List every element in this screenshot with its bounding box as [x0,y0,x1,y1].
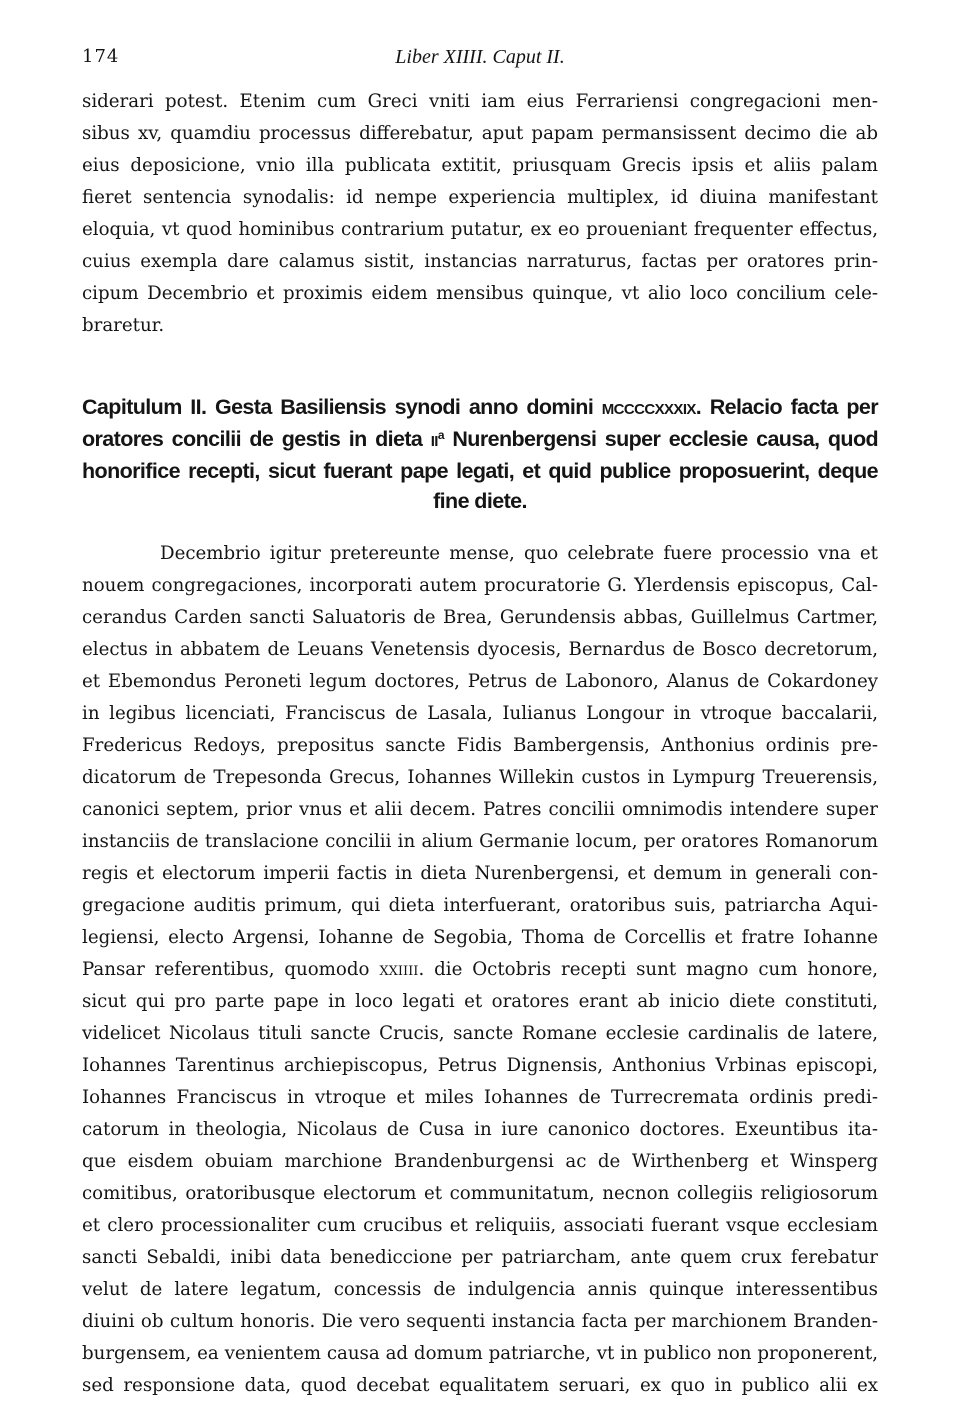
text-line: dicatorum de Trepesonda Grecus, Iohannes Willekin custos in Lympurg Treuerensis, [82,767,878,788]
text-line: legiensi, electo Argensi, Iohanne de Segobia, Thoma de Corcellis et fratre Iohanne [82,927,878,948]
running-header [82,46,878,76]
text-line: sancti Sebaldi, inibi data benediccione per patriarcham, ante quem crux ferebatur [82,1247,878,1268]
text-line: velut de latere legatum, concessis de indulgencia annis quinque interessentibus [82,1279,878,1300]
text-line: eloquia, vt quod hominibus contrarium putatur, ex eo proueniant frequenter effectus, [82,219,878,240]
text-line: electus in abbatem de Leuans Venetensis dyocesis, Bernardus de Bosco decretorum, [82,639,878,660]
text-line: sed responsione data, quod decebat equalitatem seruari, ex quo in publico alii ex [82,1375,878,1396]
text-line: instanciis de translacione concilii in alium Germanie locum, per oratores Romanorum [82,831,878,852]
chapter-heading-line: honorifice recepti, sicut fuerant pape legati, et quid publice proposuerint, deque [82,459,878,483]
text-line: regis et electorum imperii factis in dieta Nurenbergensi, et demum in generali con- [82,863,878,884]
date-numeral: xxiiii [379,959,419,980]
text-line: Fredericus Redoys, prepositus sancte Fidis Bambergensis, Anthonius ordinis pre- [82,735,878,756]
heading-number: ii [430,427,438,451]
text-line: comitibus, oratoribusque electorum et communitatum, necnon collegiis religiosorum [82,1183,878,1204]
chapter-heading-line [82,390,878,424]
text-line: siderari potest. Etenim cum Greci vniti iam eius Ferrariensi congregacioni men- [82,91,878,112]
text-line: Decembrio igitur pretereunte mense, quo celebrate fuere processio vna et [160,543,878,564]
text-line: videlicet Nicolaus tituli sancte Crucis, sancte Romane ecclesie cardinalis de latere, [82,1023,878,1044]
page-number: 174 [82,46,120,67]
heading-text: Capitulum II. Gesta Basiliensis synodi anno domini [82,395,602,419]
text-line: fieret sentencia synodalis: id nempe experiencia multiplex, id diuina manifestant [82,187,878,208]
text-line: cipum Decembrio et proximis eidem mensibus quinque, vt alio loco concilium cele- [82,283,878,304]
chapter-heading-line: fine diete. [433,489,527,513]
text-segment: . die Octobris recepti sunt magno cum honore, [418,959,878,980]
heading-text: Nurenbergensi super ecclesie causa, quod [443,427,879,451]
heading-superscript: a [437,428,444,442]
text-line: burgensem, ea venientem causa ad domum patriarche, vt in publico non proponerent, [82,1343,878,1364]
text-line: nouem congregaciones, incorporati autem procuratorie G. Ylerdensis episcopus, Cal- [82,575,878,596]
text-line [82,954,878,986]
heading-year: mccccxxxix [601,395,696,419]
text-line: canonici septem, prior vnus et alii decem. Patres concilii omnimodis intendere super [82,799,878,820]
text-line: et clero processionaliter cum crucibus et reliquiis, associati fuerant vsque ecclesiam [82,1215,878,1236]
text-line: et Ebemondus Peroneti legum doctores, Petrus de Labonoro, Alanus de Cokardoney [82,671,878,692]
text-line: in legibus licenciati, Franciscus de Lasala, Iulianus Longour in vtroque baccalarii, [82,703,878,724]
chapter-heading-line [82,422,878,456]
text-line: catorum in theologia, Nicolaus de Cusa in iure canonico doctores. Exeuntibus ita- [82,1119,878,1140]
text-line: braretur. [82,315,165,336]
text-segment: Pansar referentibus, quomodo [82,959,380,980]
text-line: sicut qui pro parte pape in loco legati et oratores erant ab inicio diete constituti, [82,991,878,1012]
text-line: Iohannes Franciscus in vtroque et miles Iohannes de Turrecremata ordinis predi- [82,1087,878,1108]
running-title: Liber XIIII. Caput II. [395,46,565,68]
text-line: cerandus Carden sancti Saluatoris de Brea, Gerundensis abbas, Guillelmus Cartmer, [82,607,878,628]
text-line: sibus xv, quamdiu processus differebatur, aput papam permansissent decimo die ab [82,123,878,144]
text-line: diuini ob cultum honoris. Die vero sequenti instancia facta per marchionem Branden- [82,1311,878,1332]
text-line: cuius exempla dare calamus sistit, instancias narraturus, factas per oratores prin- [82,251,878,272]
text-line: que eisdem obuiam marchione Brandenburgensi ac de Wirthenberg et Winsperg [82,1151,878,1172]
text-line: Iohannes Tarentinus archiepiscopus, Petrus Dignensis, Anthonius Vrbinas episcopi, [82,1055,878,1076]
book-page [82,0,878,1405]
heading-text: oratores concilii de gestis in dieta [82,427,431,451]
text-line: gregacione auditis primum, qui dieta interfuerant, oratoribus suis, patriarcha Aqui- [82,895,878,916]
text-line: eius deposicione, vnio illa publicata extitit, priusquam Grecis ipsis et aliis palam [82,155,878,176]
heading-text: . Relacio facta per [695,395,878,419]
